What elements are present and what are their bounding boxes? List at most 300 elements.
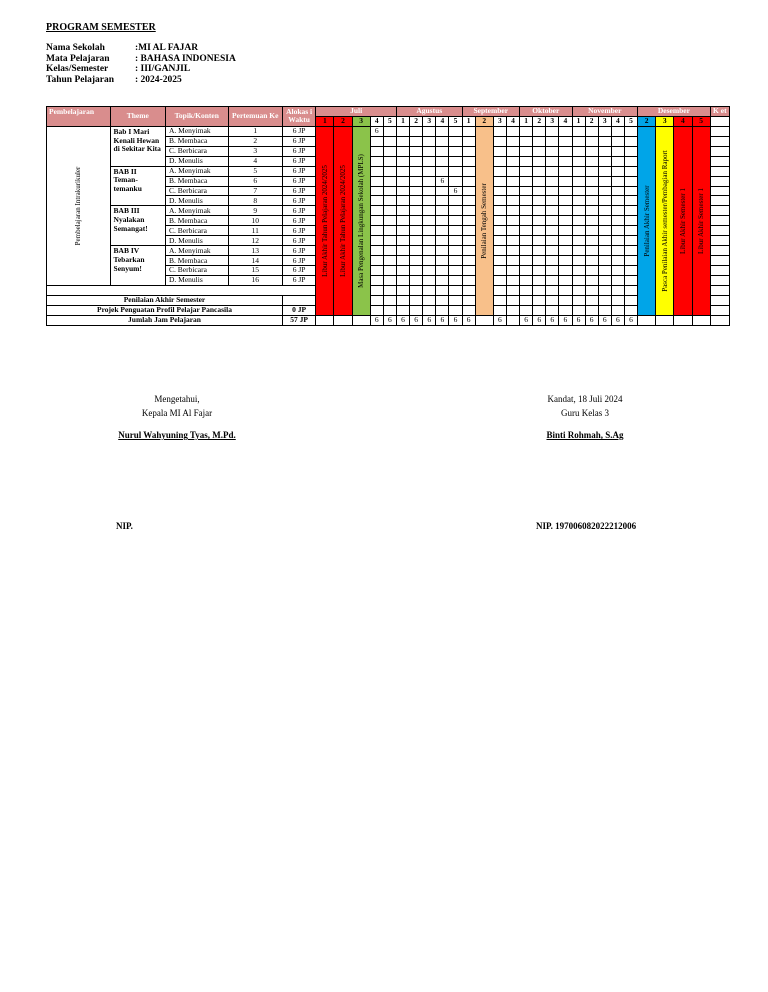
week-cell <box>410 186 423 196</box>
week-cell <box>462 266 475 276</box>
week-cell <box>559 196 572 206</box>
week-cell <box>436 126 449 136</box>
total-week-cell: 6 <box>436 315 449 325</box>
header-theme: Theme <box>110 107 165 127</box>
week-number: 1 <box>572 116 585 126</box>
topik-cell: A. Menyimak <box>166 206 229 216</box>
pertemuan-cell: 11 <box>228 226 282 236</box>
week-cell <box>506 295 519 305</box>
week-cell <box>520 206 533 216</box>
week-cell <box>533 146 546 156</box>
week-cell <box>572 285 585 295</box>
total-week-cell: 6 <box>449 315 462 325</box>
total-week-cell <box>692 315 710 325</box>
week-cell <box>449 216 462 226</box>
week-cell <box>572 186 585 196</box>
week-cell <box>370 176 383 186</box>
calendar-event-juli2 <box>334 126 352 315</box>
pas-row <box>47 295 730 305</box>
week-cell <box>396 275 409 285</box>
week-cell <box>383 186 396 196</box>
week-cell <box>462 206 475 216</box>
week-cell <box>559 146 572 156</box>
alokasi-cell: 6 JP <box>282 176 315 186</box>
week-cell <box>396 146 409 156</box>
week-cell <box>520 285 533 295</box>
week-cell <box>396 246 409 256</box>
week-cell <box>572 196 585 206</box>
week-cell <box>423 266 436 276</box>
week-cell <box>410 236 423 246</box>
week-cell <box>520 196 533 206</box>
topik-cell: A. Menyimak <box>166 166 229 176</box>
filler-row <box>47 285 730 295</box>
week-cell <box>533 166 546 176</box>
week-cell <box>520 216 533 226</box>
p5-row <box>47 305 730 315</box>
week-cell <box>493 216 506 226</box>
week-cell <box>585 146 598 156</box>
alokasi-cell: 6 JP <box>282 256 315 266</box>
week-cell <box>520 246 533 256</box>
week-cell <box>611 126 624 136</box>
week-cell <box>546 136 559 146</box>
week-cell <box>533 295 546 305</box>
week-cell <box>436 305 449 315</box>
week-cell <box>624 246 637 256</box>
week-cell <box>493 256 506 266</box>
ket-cell <box>710 275 729 285</box>
week-cell <box>624 126 637 136</box>
week-cell <box>506 206 519 216</box>
info-label: Mata Pelajaran <box>46 53 110 64</box>
week-cell <box>370 305 383 315</box>
week-cell <box>493 176 506 186</box>
total-week-cell: 6 <box>546 315 559 325</box>
week-cell <box>493 295 506 305</box>
week-cell <box>559 256 572 266</box>
week-number: 4 <box>506 116 519 126</box>
week-cell <box>546 196 559 206</box>
alokasi-cell: 6 JP <box>282 275 315 285</box>
total-week-cell: 6 <box>559 315 572 325</box>
week-cell <box>506 136 519 146</box>
topik-cell: B. Membaca <box>166 136 229 146</box>
week-cell <box>449 295 462 305</box>
total-week-cell: 6 <box>370 315 383 325</box>
week-cell <box>423 196 436 206</box>
event-label: Penilaian Tengah Semester <box>480 182 489 259</box>
week-cell <box>506 275 519 285</box>
week-cell <box>410 156 423 166</box>
week-cell <box>506 266 519 276</box>
week-cell <box>624 305 637 315</box>
week-cell <box>462 176 475 186</box>
week-cell <box>449 156 462 166</box>
topik-cell: B. Membaca <box>166 216 229 226</box>
week-cell <box>546 186 559 196</box>
total-week-cell: 6 <box>462 315 475 325</box>
week-cell <box>611 246 624 256</box>
week-cell <box>506 305 519 315</box>
week-cell <box>396 196 409 206</box>
pembelajaran-vertical-label: Pembelajaran Intrakurikuler <box>74 166 83 246</box>
header-ket: K et <box>710 107 729 117</box>
week-cell <box>559 266 572 276</box>
week-number: 2 <box>410 116 423 126</box>
week-cell <box>533 266 546 276</box>
week-cell <box>383 295 396 305</box>
event-label: Masa Pengenalan Lingkungan Sekolah (MPLS) <box>357 153 366 288</box>
week-cell <box>410 226 423 236</box>
week-cell <box>624 236 637 246</box>
week-cell <box>436 206 449 216</box>
week-cell <box>598 186 611 196</box>
week-cell <box>506 156 519 166</box>
pertemuan-cell: 4 <box>228 156 282 166</box>
week-cell <box>559 176 572 186</box>
week-cell <box>410 206 423 216</box>
month-header: September <box>462 107 519 117</box>
pertemuan-cell: 14 <box>228 256 282 266</box>
info-value: :MI AL FAJAR <box>135 43 199 53</box>
filler-cell <box>47 285 316 295</box>
week-cell <box>533 196 546 206</box>
week-cell <box>585 305 598 315</box>
sig-left-line1: Mengetahui, <box>154 394 200 404</box>
week-cell <box>370 196 383 206</box>
sig-left-line2: Kepala MI Al Fajar <box>141 408 213 418</box>
week-cell <box>559 216 572 226</box>
week-cell <box>559 166 572 176</box>
week-cell <box>533 126 546 136</box>
week-cell <box>598 176 611 186</box>
week-cell <box>624 295 637 305</box>
week-cell <box>572 136 585 146</box>
week-cell <box>493 146 506 156</box>
week-cell <box>396 295 409 305</box>
week-cell <box>493 275 506 285</box>
week-cell <box>493 226 506 236</box>
week-cell <box>546 266 559 276</box>
week-cell <box>572 275 585 285</box>
week-cell <box>598 156 611 166</box>
week-cell <box>493 196 506 206</box>
week-cell <box>370 285 383 295</box>
week-cell <box>423 285 436 295</box>
info-row-class <box>46 64 236 75</box>
week-cell <box>520 236 533 246</box>
week-cell <box>462 136 475 146</box>
alokasi-cell: 6 JP <box>282 246 315 256</box>
week-cell <box>493 246 506 256</box>
calendar-event-des3 <box>656 126 674 315</box>
week-cell <box>624 196 637 206</box>
week-cell <box>436 226 449 236</box>
topik-cell: D. Menulis <box>166 236 229 246</box>
week-cell <box>624 266 637 276</box>
week-cell <box>559 285 572 295</box>
week-cell <box>383 216 396 226</box>
month-header: Agustus <box>396 107 462 117</box>
week-cell <box>449 226 462 236</box>
total-row <box>47 315 730 325</box>
week-cell <box>598 256 611 266</box>
week-cell <box>559 136 572 146</box>
week-cell <box>436 275 449 285</box>
week-cell <box>506 146 519 156</box>
total-week-cell: 6 <box>585 315 598 325</box>
week-cell <box>410 285 423 295</box>
week-number: 5 <box>449 116 462 126</box>
week-cell <box>370 266 383 276</box>
week-cell <box>546 226 559 236</box>
week-cell <box>598 236 611 246</box>
week-number: 2 <box>585 116 598 126</box>
topik-cell: A. Menyimak <box>166 246 229 256</box>
alokasi-cell: 6 JP <box>282 226 315 236</box>
week-cell <box>520 186 533 196</box>
week-cell <box>493 206 506 216</box>
total-week-cell <box>475 315 493 325</box>
week-cell <box>520 146 533 156</box>
event-label: Libur Akhir Semester 1 <box>697 187 706 254</box>
info-label: Nama Sekolah <box>46 43 105 53</box>
week-cell <box>624 176 637 186</box>
pertemuan-cell: 3 <box>228 146 282 156</box>
week-cell <box>546 126 559 136</box>
week-number: 3 <box>493 116 506 126</box>
total-week-cell <box>352 315 370 325</box>
week-cell <box>559 156 572 166</box>
week-cell <box>423 216 436 226</box>
ket-cell <box>710 226 729 236</box>
week-cell <box>383 176 396 186</box>
week-number: 2 <box>533 116 546 126</box>
week-number: 5 <box>624 116 637 126</box>
ket-cell <box>710 266 729 276</box>
week-cell <box>423 126 436 136</box>
pas-row-label: Penilaian Akhir Semester <box>47 295 283 305</box>
topic-row <box>47 166 730 176</box>
topik-cell: C. Berbicara <box>166 226 229 236</box>
info-value: : III/GANJIL <box>135 64 191 74</box>
week-cell <box>546 156 559 166</box>
pertemuan-cell: 1 <box>228 126 282 136</box>
week-cell <box>559 126 572 136</box>
week-cell <box>546 176 559 186</box>
info-value: : 2024-2025 <box>135 74 182 85</box>
week-cell <box>493 166 506 176</box>
week-cell <box>559 226 572 236</box>
week-cell <box>396 266 409 276</box>
p5-row-label: Projek Penguatan Profil Pelajar Pancasila <box>47 305 283 315</box>
week-cell <box>462 196 475 206</box>
week-cell <box>370 136 383 146</box>
week-cell <box>533 186 546 196</box>
week-cell <box>383 275 396 285</box>
week-number: 4 <box>611 116 624 126</box>
week-number: 2 <box>638 116 656 126</box>
sig-right-line2: Guru Kelas 3 <box>561 408 609 418</box>
week-cell <box>410 266 423 276</box>
week-cell <box>410 126 423 136</box>
week-cell <box>585 196 598 206</box>
week-cell <box>449 166 462 176</box>
week-cell <box>436 256 449 266</box>
week-number: 3 <box>598 116 611 126</box>
week-cell <box>572 236 585 246</box>
ket-cell <box>710 206 729 216</box>
week-cell <box>506 236 519 246</box>
week-cell <box>611 236 624 246</box>
week-cell <box>598 136 611 146</box>
week-cell <box>370 206 383 216</box>
week-cell <box>449 266 462 276</box>
ket-cell <box>710 285 729 295</box>
week-cell <box>493 126 506 136</box>
week-number: 1 <box>520 116 533 126</box>
week-cell <box>611 196 624 206</box>
week-cell <box>585 236 598 246</box>
calendar-event-juli1 <box>316 126 334 315</box>
week-cell <box>370 246 383 256</box>
week-cell <box>585 176 598 186</box>
calendar-event-des2 <box>638 126 656 315</box>
week-cell <box>506 126 519 136</box>
week-cell <box>493 305 506 315</box>
week-cell <box>423 176 436 186</box>
total-week-cell: 6 <box>533 315 546 325</box>
week-cell <box>624 166 637 176</box>
pertemuan-cell: 2 <box>228 136 282 146</box>
week-cell <box>383 136 396 146</box>
week-cell <box>546 206 559 216</box>
week-cell <box>462 256 475 266</box>
week-cell <box>611 285 624 295</box>
week-cell <box>410 216 423 226</box>
ket-cell <box>710 156 729 166</box>
week-cell <box>423 156 436 166</box>
week-cell <box>572 246 585 256</box>
week-cell <box>383 146 396 156</box>
week-cell <box>572 166 585 176</box>
week-number: 3 <box>546 116 559 126</box>
week-cell <box>520 166 533 176</box>
calendar-event-des5 <box>692 126 710 315</box>
week-cell <box>449 146 462 156</box>
week-cell <box>598 166 611 176</box>
signature-left <box>112 392 242 442</box>
week-cell <box>585 216 598 226</box>
pertemuan-cell: 16 <box>228 275 282 285</box>
week-cell <box>410 146 423 156</box>
week-cell <box>396 305 409 315</box>
week-cell <box>423 226 436 236</box>
week-cell <box>462 226 475 236</box>
week-cell <box>572 226 585 236</box>
week-cell <box>396 166 409 176</box>
header-pertemuan: Pertemuan Ke <box>228 107 282 127</box>
week-cell <box>598 246 611 256</box>
total-week-cell: 6 <box>598 315 611 325</box>
week-cell <box>423 186 436 196</box>
week-cell <box>462 275 475 285</box>
week-cell <box>449 275 462 285</box>
week-cell <box>624 156 637 166</box>
ket-cell <box>710 186 729 196</box>
week-cell <box>370 275 383 285</box>
event-label: Libur Akhir Tahun Pelajaran 2024/2025 <box>338 164 347 277</box>
week-cell <box>598 146 611 156</box>
week-cell <box>624 275 637 285</box>
week-cell <box>520 305 533 315</box>
total-week-cell <box>316 315 334 325</box>
week-cell <box>546 275 559 285</box>
week-cell <box>533 305 546 315</box>
alokasi-cell: 6 JP <box>282 266 315 276</box>
week-number: 3 <box>352 116 370 126</box>
week-cell <box>410 246 423 256</box>
week-cell <box>423 166 436 176</box>
week-cell <box>533 216 546 226</box>
week-cell <box>546 166 559 176</box>
week-cell <box>436 146 449 156</box>
info-value: : BAHASA INDONESIA <box>135 53 236 64</box>
week-cell <box>370 236 383 246</box>
alokasi-cell: 6 JP <box>282 136 315 146</box>
week-cell <box>624 136 637 146</box>
topik-cell: A. Menyimak <box>166 126 229 136</box>
alokasi-cell: 6 JP <box>282 196 315 206</box>
ket-cell <box>710 246 729 256</box>
week-cell <box>410 305 423 315</box>
p5-row-jp: 0 JP <box>282 305 315 315</box>
week-cell <box>423 246 436 256</box>
topic-row <box>47 206 730 216</box>
week-cell <box>546 305 559 315</box>
week-cell <box>598 216 611 226</box>
week-cell <box>559 295 572 305</box>
month-header: November <box>572 107 638 117</box>
week-cell <box>383 156 396 166</box>
week-cell <box>506 256 519 266</box>
total-week-cell <box>674 315 692 325</box>
signature-right <box>530 392 640 442</box>
total-week-cell <box>506 315 519 325</box>
week-cell <box>533 136 546 146</box>
pertemuan-cell: 6 <box>228 176 282 186</box>
alokasi-cell: 6 JP <box>282 156 315 166</box>
week-number: 5 <box>692 116 710 126</box>
sig-left-name: Nurul Wahyuning Tyas, M.Pd. <box>118 430 236 440</box>
week-cell <box>410 295 423 305</box>
week-cell <box>436 285 449 295</box>
total-week-cell: 6 <box>493 315 506 325</box>
week-cell <box>533 246 546 256</box>
total-week-cell <box>656 315 674 325</box>
week-cell <box>611 146 624 156</box>
week-cell <box>423 146 436 156</box>
total-week-cell: 6 <box>572 315 585 325</box>
week-cell <box>585 295 598 305</box>
week-cell <box>585 186 598 196</box>
week-cell <box>506 285 519 295</box>
week-cell <box>436 295 449 305</box>
pertemuan-cell: 7 <box>228 186 282 196</box>
ket-cell <box>710 295 729 305</box>
week-cell <box>546 285 559 295</box>
